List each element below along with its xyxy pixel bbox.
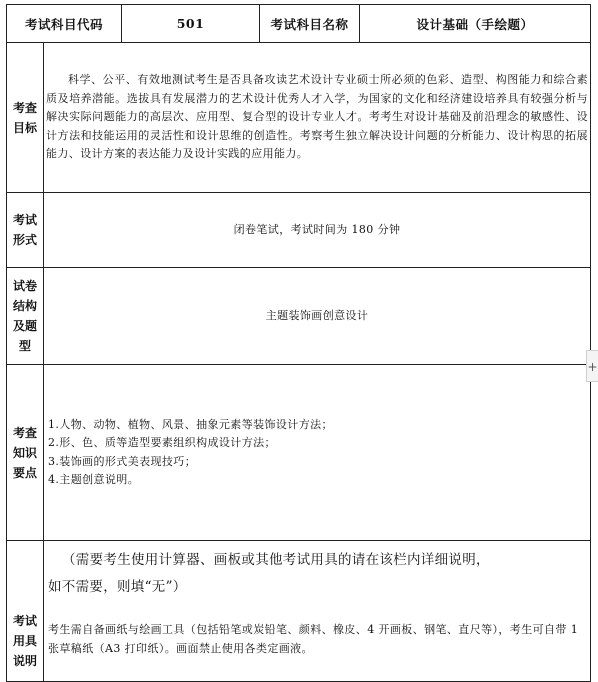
tools-label-line: 说明 (12, 654, 37, 668)
subject-name-label: 考试科目名称 (260, 5, 360, 43)
structure-row (7, 268, 591, 365)
knowledge-item: 2.形、色、质等造型要素组织构成设计方法； (48, 436, 276, 449)
format-row (7, 193, 591, 268)
structure-label-line: 及题 (12, 319, 37, 333)
knowledge-item: 4.主题创意说明。 (48, 473, 140, 486)
structure-label (7, 268, 44, 365)
tools-instruction-note (44, 541, 590, 601)
syllabus-table (6, 4, 591, 682)
objective-row (7, 43, 591, 193)
tools-label (7, 541, 44, 682)
knowledge-label (7, 365, 44, 541)
header-row (7, 5, 591, 43)
knowledge-item: 3.装饰画的形式美表现技巧； (48, 454, 197, 468)
tools-label-line: 用具 (12, 634, 37, 648)
structure-label-line: 试卷 (12, 279, 37, 293)
tools-note-line: （需要考生使用计算器、画板或其他考试用具的请在该栏内详细说明， (62, 552, 490, 568)
knowledge-label-line: 要点 (12, 465, 37, 480)
tools-label-line: 考试 (12, 614, 37, 628)
tools-note-line: 如不需要，则填“无”） (48, 579, 187, 595)
structure-label-line: 型 (18, 339, 31, 353)
subject-name-value: 设计基础（手绘题） (360, 5, 591, 43)
tools-description: 考生需自备画纸与绘画工具（包括铅笔或炭铅笔、颜料、橡皮、4 开画板、钢笔、直尺等），考生可自带 1 张草稿纸（A3 打印纸）。画面禁止使用各类定画液。 (48, 623, 579, 655)
objective-text: 科学、公平、有效地测试考生是否具备攻读艺术设计专业硕士所必须的色彩、造型、构图能力和综合素质及培养潜能。选拔具有发展潜力的艺术设计优秀人才入学，为国家的文化和经济建设培养具有较强分析与解决实际问题能力的高层次、应用型、复合型的设计专业人才。考考生对设计基础及前沿理念的敏感性、设计方法和技能运用的灵活性和设计思维的创造性。考察考生独立解决设计问题的分析能力、设计构思的拓展能力、设计方案的表达能力及设计实践的应用能力。 (46, 73, 589, 161)
objective-label-line: 目标 (12, 120, 37, 135)
format-label (7, 193, 44, 268)
subject-code-value: 501 (122, 5, 260, 43)
knowledge-label-line: 知识 (12, 445, 37, 460)
tools-spacer (44, 601, 590, 621)
knowledge-row (7, 365, 591, 541)
structure-content: 主题装饰画创意设计 (44, 268, 591, 365)
objective-label (7, 43, 44, 193)
format-content: 闭卷笔试，考试时间为 180 分钟 (44, 193, 591, 268)
tools-row (7, 541, 591, 682)
tools-content (44, 541, 591, 682)
structure-label-line: 结构 (12, 299, 37, 313)
knowledge-label-line: 考查 (12, 425, 37, 440)
knowledge-content (44, 365, 591, 541)
format-label-line: 考试 (12, 213, 37, 227)
format-label-line: 形式 (12, 233, 37, 247)
subject-code-label: 考试科目代码 (7, 5, 122, 43)
knowledge-item: 1.人物、动物、植物、风景、抽象元素等装饰设计方法； (48, 417, 333, 431)
objective-content (44, 43, 591, 193)
side-expand-button[interactable]: + (586, 350, 598, 382)
objective-label-line: 考查 (12, 100, 37, 115)
